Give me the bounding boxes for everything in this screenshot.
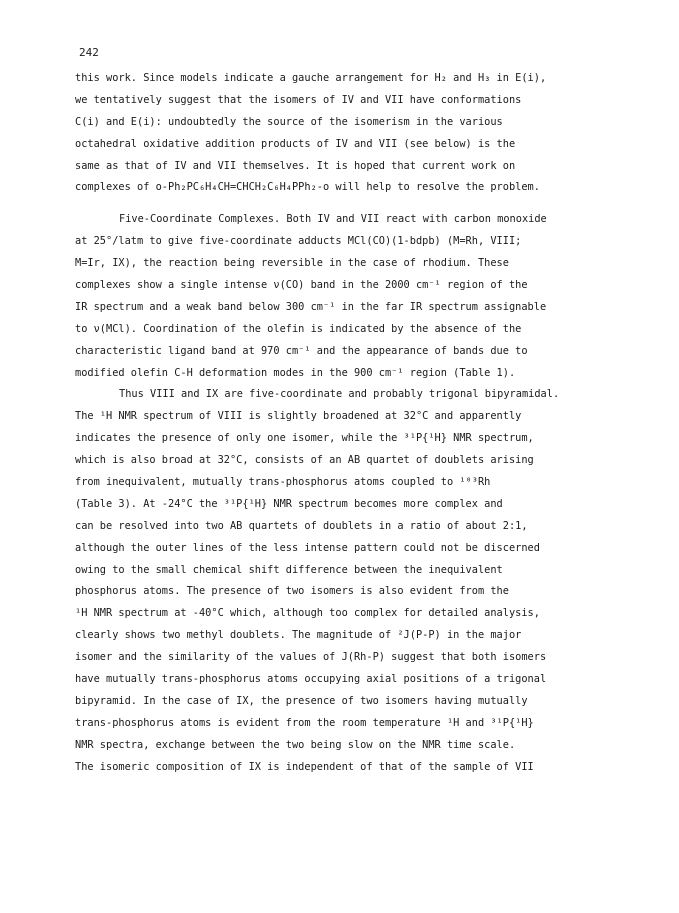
text-line: complexes of o-Ph₂PC₆H₄CH=CHCH₂C₆H₄PPh₂-o will help to resolve the problem.: [75, 181, 540, 194]
text-line: although the outer lines of the less intense pattern could not be discerned: [75, 541, 540, 554]
text-line: to ν(MCl). Coordination of the olefin is indicated by the absence of the: [75, 322, 522, 335]
text-line: Thus VIII and IX are five-coordinate and probably trigonal bipyramidal.: [119, 388, 560, 401]
text-line: characteristic ligand band at 970 cm⁻¹ and the appearance of bands due to: [75, 344, 528, 357]
text-line: C(i) and E(i): undoubtedly the source of the isomerism in the various: [75, 115, 503, 128]
page-number: 242: [79, 46, 99, 59]
text-line: this work. Since models indicate a gauche arrangement for H₂ and H₃ in E(i),: [75, 72, 547, 84]
text-line: isomer and the similarity of the values of J(Rh-P) suggest that both isomers: [75, 651, 547, 664]
text-line: NMR spectra, exchange between the two being slow on the NMR time scale.: [75, 738, 516, 751]
text-line: The isomeric composition of IX is independent of that of the sample of VII: [75, 760, 534, 773]
text-line: can be resolved into two AB quartets of doublets in a ratio of about 2:1,: [75, 519, 528, 532]
text-line: octahedral oxidative addition products of IV and VII (see below) is the: [75, 137, 516, 150]
text-line: same as that of IV and VII themselves. It is hoped that current work on: [75, 159, 516, 172]
text-line: which is also broad at 32°C, consists of an AB quartet of doublets arising: [75, 454, 534, 467]
text-line: we tentatively suggest that the isomers of IV and VII have conformations: [75, 93, 522, 106]
text-line: ¹H NMR spectrum at -40°C which, although too complex for detailed analysis,: [75, 607, 540, 620]
text-line: phosphorus atoms. The presence of two isomers is also evident from the: [75, 585, 509, 598]
body-text: [75, 68, 595, 779]
text-line: from inequivalent, mutually trans-phosphorus atoms coupled to ¹⁰³Rh: [75, 476, 491, 489]
text-line: owing to the small chemical shift difference between the inequivalent: [75, 563, 503, 576]
text-line: complexes show a single intense ν(CO) band in the 2000 cm⁻¹ region of the: [75, 279, 528, 292]
text-line: (Table 3). At -24°C the ³¹P{¹H} NMR spectrum becomes more complex and: [75, 497, 503, 510]
text-line: clearly shows two methyl doublets. The magnitude of ²J(P-P) in the major: [75, 629, 522, 642]
text-line: have mutually trans-phosphorus atoms occupying axial positions of a trigonal: [75, 673, 547, 686]
text-line: bipyramid. In the case of IX, the presence of two isomers having mutually: [75, 694, 528, 707]
text-line: M=Ir, IX), the reaction being reversible in the case of rhodium. These: [75, 257, 509, 270]
paragraph-gap: [75, 199, 595, 209]
text-line: The ¹H NMR spectrum of VIII is slightly broadened at 32°C and apparently: [75, 410, 522, 423]
section-heading-line: Five-Coordinate Complexes. Both IV and VII react with carbon monoxide: [119, 213, 547, 226]
text-line: IR spectrum and a weak band below 300 cm⁻¹ in the far IR spectrum assignable: [75, 300, 547, 313]
text-line: indicates the presence of only one isomer, while the ³¹P{¹H} NMR spectrum,: [75, 432, 534, 445]
text-line: modified olefin C-H deformation modes in the 900 cm⁻¹ region (Table 1).: [75, 366, 516, 379]
text-line: trans-phosphorus atoms is evident from the room temperature ¹H and ³¹P{¹H}: [75, 716, 534, 729]
text-line: at 25°/latm to give five-coordinate adducts MCl(CO)(1-bdpb) (M=Rh, VIII;: [75, 235, 522, 248]
